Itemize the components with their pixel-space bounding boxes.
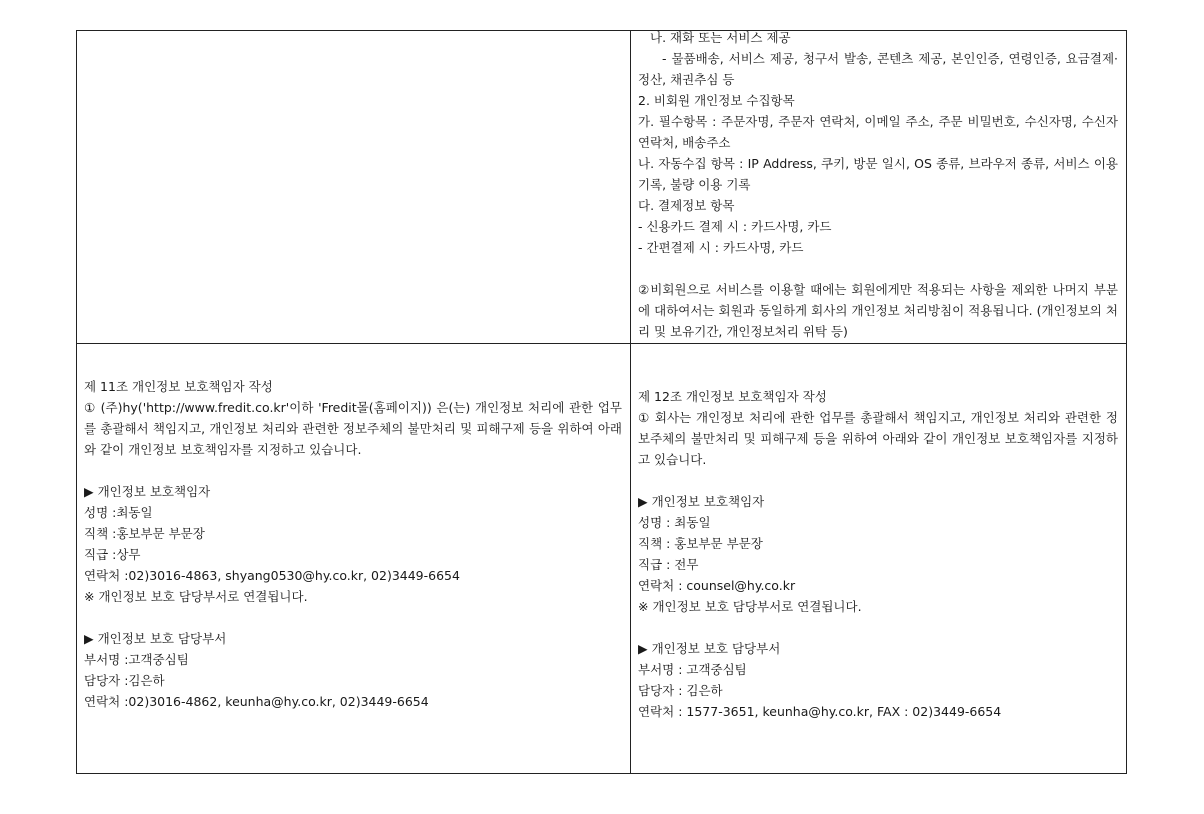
blank-line [638, 617, 1118, 638]
paragraph: ① 회사는 개인정보 처리에 관한 업무를 총괄해서 책임지고, 개인정보 처리와 관련한 정보주체의 불만처리 및 피해구제 등을 위하여 아래와 같이 개인정보 보호책임자를 지정하고 있습니다. [638, 410, 1118, 467]
article-12-cell [631, 344, 1127, 774]
position-line: 직책 :홍보부문 부문장 [84, 526, 205, 541]
paragraph: 나. 자동수집 항목 : IP Address, 쿠키, 방문 일시, OS 종류, 브라우저 종류, 서비스 이용기록, 불량 이용 기록 [638, 156, 1118, 192]
non-member-info-text [638, 27, 1118, 342]
paragraph: ① (주)hy('http://www.fredit.co.kr'이하 'Fredit몰(홈페이지)) 은(는) 개인정보 처리에 관한 업무를 총괄해서 책임지고, 개인정보 처리와 관련한 정보주체의 불만처리 및 피해구제 등을 위하여 아래와 같이 개인정보 보호책임자를 지정하고 있습니다. [84, 400, 622, 457]
article-12-text [638, 386, 1118, 722]
paragraph: 나. 재화 또는 서비스 제공 [650, 30, 791, 45]
table-row [77, 31, 1127, 344]
paragraph: 다. 결제정보 항목 [638, 198, 735, 213]
paragraph: - 물품배송, 서비스 제공, 청구서 발송, 콘텐츠 제공, 본인인증, 연령인증, 요금결제·정산, 채권추심 등 [638, 51, 1118, 87]
contact-line: 연락처 : 1577-3651, keunha@hy.co.kr, FAX : 02)3449-6654 [638, 704, 1002, 719]
article-11-heading: 제 11조 개인정보 보호책임자 작성 [84, 379, 273, 394]
rank-line: 직급 :상무 [84, 547, 141, 562]
blank-line [638, 470, 1118, 491]
contact-line: 연락처 :02)3016-4863, shyang0530@hy.co.kr, 02)3449-6654 [84, 568, 460, 583]
manager-line: 담당자 : 김은하 [638, 683, 723, 698]
blank-line [638, 258, 1118, 279]
contact-line: 연락처 :02)3016-4862, keunha@hy.co.kr, 02)3449-6654 [84, 694, 429, 709]
section-heading: ▶ 개인정보 보호 담당부서 [638, 641, 781, 656]
section-heading: ▶ 개인정보 보호책임자 [84, 484, 211, 499]
article-11-text [84, 376, 622, 712]
manager-line: 담당자 :김은하 [84, 673, 165, 688]
paragraph: 가. 필수항목 : 주문자명, 주문자 연락처, 이메일 주소, 주문 비밀번호, 수신자명, 수신자 연락처, 배송주소 [638, 114, 1118, 150]
rank-line: 직급 : 전무 [638, 557, 699, 572]
article-12-heading: 제 12조 개인정보 보호책임자 작성 [638, 389, 827, 404]
empty-cell [77, 31, 631, 344]
article-11-cell [77, 344, 631, 774]
blank-line [84, 460, 622, 481]
paragraph: - 신용카드 결제 시 : 카드사명, 카드 [638, 219, 832, 234]
name-line: 성명 :최동일 [84, 505, 153, 520]
paragraph: ②비회원으로 서비스를 이용할 때에는 회원에게만 적용되는 사항을 제외한 나머지 부분에 대하여서는 회원과 동일하게 회사의 개인정보 처리방침이 적용됩니다. (개인정보의 처리 및 보유기간, 개인정보처리 위탁 등) [638, 282, 1118, 339]
section-heading: ▶ 개인정보 보호 담당부서 [84, 631, 227, 646]
non-member-info-cell [631, 31, 1127, 344]
contact-line: 연락처 : counsel@hy.co.kr [638, 578, 796, 593]
section-heading: ▶ 개인정보 보호책임자 [638, 494, 765, 509]
position-line: 직책 : 홍보부문 부문장 [638, 536, 763, 551]
note-line: ※ 개인정보 보호 담당부서로 연결됩니다. [638, 599, 862, 614]
department-line: 부서명 :고객중심팀 [84, 652, 189, 667]
policy-table [76, 30, 1127, 774]
blank-line [84, 607, 622, 628]
table-row [77, 344, 1127, 774]
department-line: 부서명 : 고객중심팀 [638, 662, 747, 677]
name-line: 성명 : 최동일 [638, 515, 711, 530]
note-line: ※ 개인정보 보호 담당부서로 연결됩니다. [84, 589, 308, 604]
paragraph: - 간편결제 시 : 카드사명, 카드 [638, 240, 804, 255]
paragraph: 2. 비회원 개인정보 수집항목 [638, 93, 795, 108]
